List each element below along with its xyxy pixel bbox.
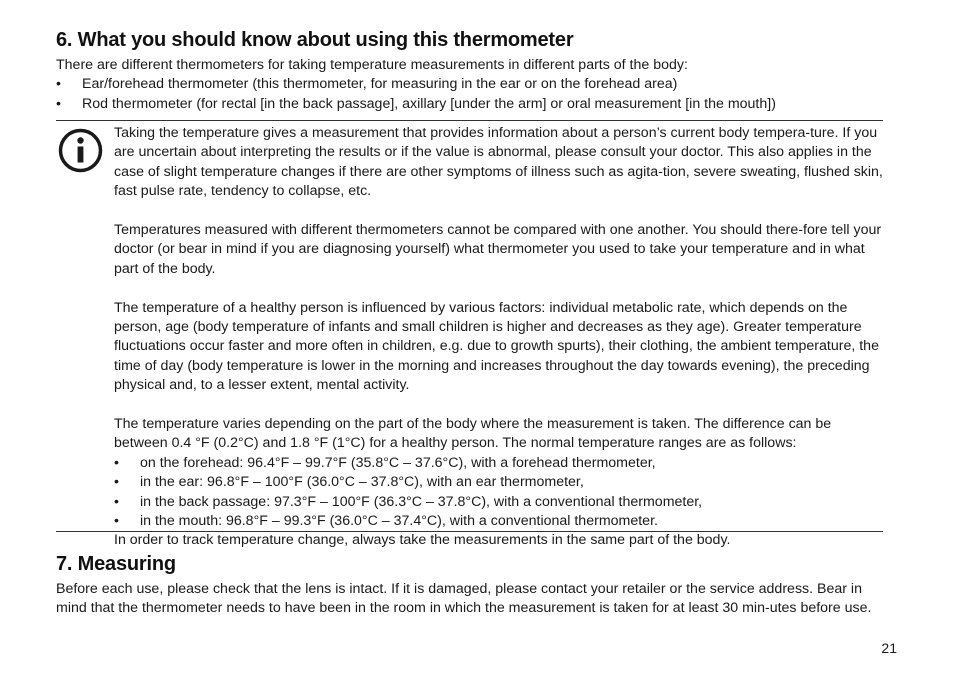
info-paragraph-1: Taking the temperature gives a measurement that provides information about a person’s current body tempera-ture. If you are uncertain about interpreting the results or if the value is abnormal, please consult your doctor. This also applies in the case of slight temperature changes if there are other symptoms of illness such as agita-tion, severe sweating, flushed skin, fast pulse rate, tendency to collapse, etc. xyxy=(114,125,883,200)
info-closing: In order to track temperature change, always take the measurements in the same part of the body. xyxy=(114,532,731,549)
info-paragraph-2: Temperatures measured with different thermometers cannot be compared with one another. You should there-fore tell your doctor (or bear in mind if you are diagnosing yourself) what thermometer you used to take your temperature and in what part of the body. xyxy=(114,222,882,277)
list-item: • on the forehead: 96.4°F – 99.7°F (35.8°C – 37.6°C), with a forehead thermometer, xyxy=(114,454,884,473)
list-item: • Rod thermometer (for rectal [in the back passage], axillary [under the arm] or oral measurement [in the mouth]) xyxy=(56,95,883,114)
divider-bottom xyxy=(56,531,883,532)
section-7-text: Before each use, please check that the lens is intact. If it is damaged, please contact your retailer or the service address. Bear in mind that the thermometer needs to have been in the room in which the measurement is taken for at least 30 min-utes before use. xyxy=(56,581,872,617)
thermometer-types-list xyxy=(56,75,883,114)
info-paragraph-4 xyxy=(114,415,884,454)
info-box xyxy=(114,124,884,551)
section-6-intro xyxy=(56,56,883,114)
page-number: 21 xyxy=(881,640,897,656)
list-item: • in the back passage: 97.3°F – 100°F (36.3°C – 37.8°C), with a conventional thermometer, xyxy=(114,493,884,512)
section-7-heading: 7. Measuring xyxy=(56,553,176,575)
divider-top xyxy=(56,120,883,121)
intro-text: There are different thermometers for taking temperature measurements in different parts of the body: xyxy=(56,57,688,73)
temperature-ranges-list xyxy=(114,454,884,532)
ranges-intro: The temperature varies depending on the part of the body where the measurement is taken. The difference can be between 0.4 °F (0.2°C) and 1.8 °F (1°C) for a healthy person. The normal temperature ranges are as follows: xyxy=(114,416,832,452)
info-paragraph-3: The temperature of a healthy person is influenced by various factors: individual metabolic rate, which depends on the person, age (body temperature of infants and small children is higher and decreases as they age). Greater temperature fluctuations occur faster and more often in children, e.g. due to growth spurts), their clothing, the ambient temperature, the time of day (body temperature is lower in the morning and increases throughout the day towards evening), the preceding physical and, to a lesser extent, mental activity. xyxy=(114,299,879,394)
section-6-heading: 6. What you should know about using this thermometer xyxy=(56,29,574,51)
list-item: • Ear/forehead thermometer (this thermometer, for measuring in the ear or on the forehead area) xyxy=(56,75,883,94)
list-item: • in the ear: 96.8°F – 100°F (36.0°C – 37.8°C), with an ear thermometer, xyxy=(114,473,884,492)
list-item: • in the mouth: 96.8°F – 99.3°F (36.0°C – 37.4°C), with a conventional thermometer. xyxy=(114,512,884,531)
info-icon xyxy=(58,128,103,173)
